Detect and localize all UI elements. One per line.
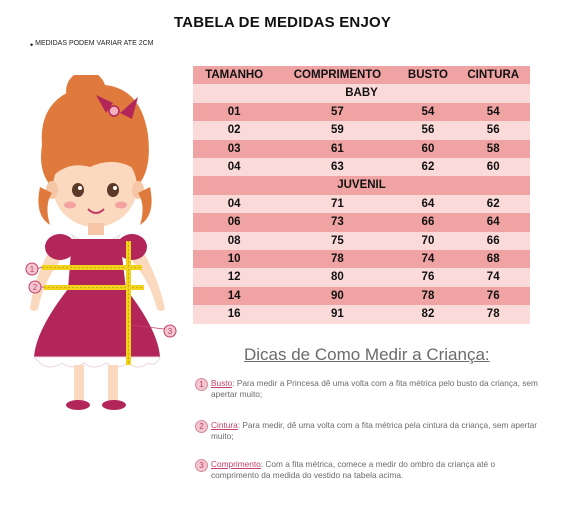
cell-size: 08 bbox=[193, 232, 275, 250]
table-header-row bbox=[193, 66, 530, 84]
tip-length bbox=[195, 459, 545, 481]
cell-waist: 64 bbox=[456, 213, 530, 231]
tip-number-2-icon: 2 bbox=[195, 420, 208, 433]
bullet-icon: • bbox=[30, 40, 34, 50]
cell-length: 71 bbox=[275, 195, 399, 213]
cell-length: 73 bbox=[275, 213, 399, 231]
cell-size: 16 bbox=[193, 305, 275, 323]
svg-text:3: 3 bbox=[167, 327, 173, 336]
page-title: TABELA DE MEDIDAS ENJOY bbox=[173, 14, 392, 31]
tip-waist bbox=[195, 420, 545, 442]
header-tamanho: TAMANHO bbox=[193, 66, 275, 84]
tip-keyword: Cintura bbox=[211, 420, 238, 430]
header-comprimento: COMPRIMENTO bbox=[275, 66, 399, 84]
table-row bbox=[193, 158, 530, 176]
tip-description: : Para medir a Princesa dê uma volta com a fita métrica pelo busto da criança, sem apertar muito; bbox=[211, 378, 538, 399]
tips-title: Dicas de Como Medir a Criança: bbox=[244, 345, 490, 364]
tip-number-1-icon: 1 bbox=[195, 378, 208, 391]
header-busto: BUSTO bbox=[399, 66, 456, 84]
cell-bust: 76 bbox=[399, 268, 456, 286]
cell-waist: 56 bbox=[456, 121, 530, 139]
cell-length: 78 bbox=[275, 250, 399, 268]
cell-waist: 78 bbox=[456, 305, 530, 323]
marker-2 bbox=[29, 281, 41, 293]
table-row bbox=[193, 287, 530, 305]
table-row bbox=[193, 121, 530, 139]
cell-size: 06 bbox=[193, 213, 275, 231]
cell-size: 02 bbox=[193, 121, 275, 139]
marker-3 bbox=[164, 325, 176, 337]
cell-bust: 70 bbox=[399, 232, 456, 250]
cell-length: 80 bbox=[275, 268, 399, 286]
length-tape bbox=[126, 241, 131, 365]
tip-text bbox=[211, 459, 545, 481]
cell-length: 91 bbox=[275, 305, 399, 323]
tip-text bbox=[211, 420, 545, 442]
table-row bbox=[193, 103, 530, 121]
table-row bbox=[193, 195, 530, 213]
cell-bust: 66 bbox=[399, 213, 456, 231]
tip-number-3-icon: 3 bbox=[195, 459, 208, 472]
tip-text bbox=[211, 378, 545, 400]
cell-bust: 54 bbox=[399, 103, 456, 121]
cell-bust: 60 bbox=[399, 140, 456, 158]
cell-waist: 60 bbox=[456, 158, 530, 176]
tip-bust bbox=[195, 378, 545, 400]
table-row bbox=[193, 250, 530, 268]
cell-bust: 56 bbox=[399, 121, 456, 139]
cell-waist: 68 bbox=[456, 250, 530, 268]
cell-length: 59 bbox=[275, 121, 399, 139]
cell-waist: 54 bbox=[456, 103, 530, 121]
cell-bust: 62 bbox=[399, 158, 456, 176]
section-baby bbox=[193, 84, 530, 102]
cell-size: 04 bbox=[193, 195, 275, 213]
tip-keyword: Busto bbox=[211, 378, 233, 388]
size-table bbox=[193, 66, 530, 324]
svg-text:2: 2 bbox=[32, 283, 38, 292]
note-text: MEDIDAS PODEM VARIAR ATE 2CM bbox=[35, 40, 154, 47]
cell-size: 12 bbox=[193, 268, 275, 286]
table-row bbox=[193, 140, 530, 158]
table-row bbox=[193, 232, 530, 250]
cell-size: 04 bbox=[193, 158, 275, 176]
girl-illustration bbox=[20, 75, 190, 420]
table-row bbox=[193, 268, 530, 286]
svg-text:1: 1 bbox=[29, 265, 35, 274]
section-label: BABY bbox=[193, 84, 530, 102]
cell-size: 03 bbox=[193, 140, 275, 158]
cell-length: 61 bbox=[275, 140, 399, 158]
header-cintura: CINTURA bbox=[456, 66, 530, 84]
cell-size: 14 bbox=[193, 287, 275, 305]
cell-length: 75 bbox=[275, 232, 399, 250]
cell-waist: 62 bbox=[456, 195, 530, 213]
cell-size: 01 bbox=[193, 103, 275, 121]
tip-description: : Para medir, dê uma volta com a fita métrica pela cintura da criança, sem apertar muito; bbox=[211, 420, 538, 441]
cell-waist: 74 bbox=[456, 268, 530, 286]
cell-waist: 58 bbox=[456, 140, 530, 158]
tip-description: : Com a fita métrica, comece a medir do ombro da criança até o comprimento da medida do vestido na tabela acima. bbox=[211, 459, 496, 480]
cell-bust: 78 bbox=[399, 287, 456, 305]
section-label: JUVENIL bbox=[193, 176, 530, 194]
marker-1 bbox=[26, 263, 38, 275]
cell-bust: 74 bbox=[399, 250, 456, 268]
tip-keyword: Comprimento bbox=[211, 459, 261, 469]
table-row bbox=[193, 213, 530, 231]
section-juvenil bbox=[193, 176, 530, 194]
cell-length: 57 bbox=[275, 103, 399, 121]
cell-size: 10 bbox=[193, 250, 275, 268]
cell-bust: 82 bbox=[399, 305, 456, 323]
cell-waist: 76 bbox=[456, 287, 530, 305]
cell-length: 63 bbox=[275, 158, 399, 176]
cell-length: 90 bbox=[275, 287, 399, 305]
measurement-note bbox=[30, 40, 153, 50]
cell-waist: 66 bbox=[456, 232, 530, 250]
cell-bust: 64 bbox=[399, 195, 456, 213]
table-row bbox=[193, 305, 530, 323]
